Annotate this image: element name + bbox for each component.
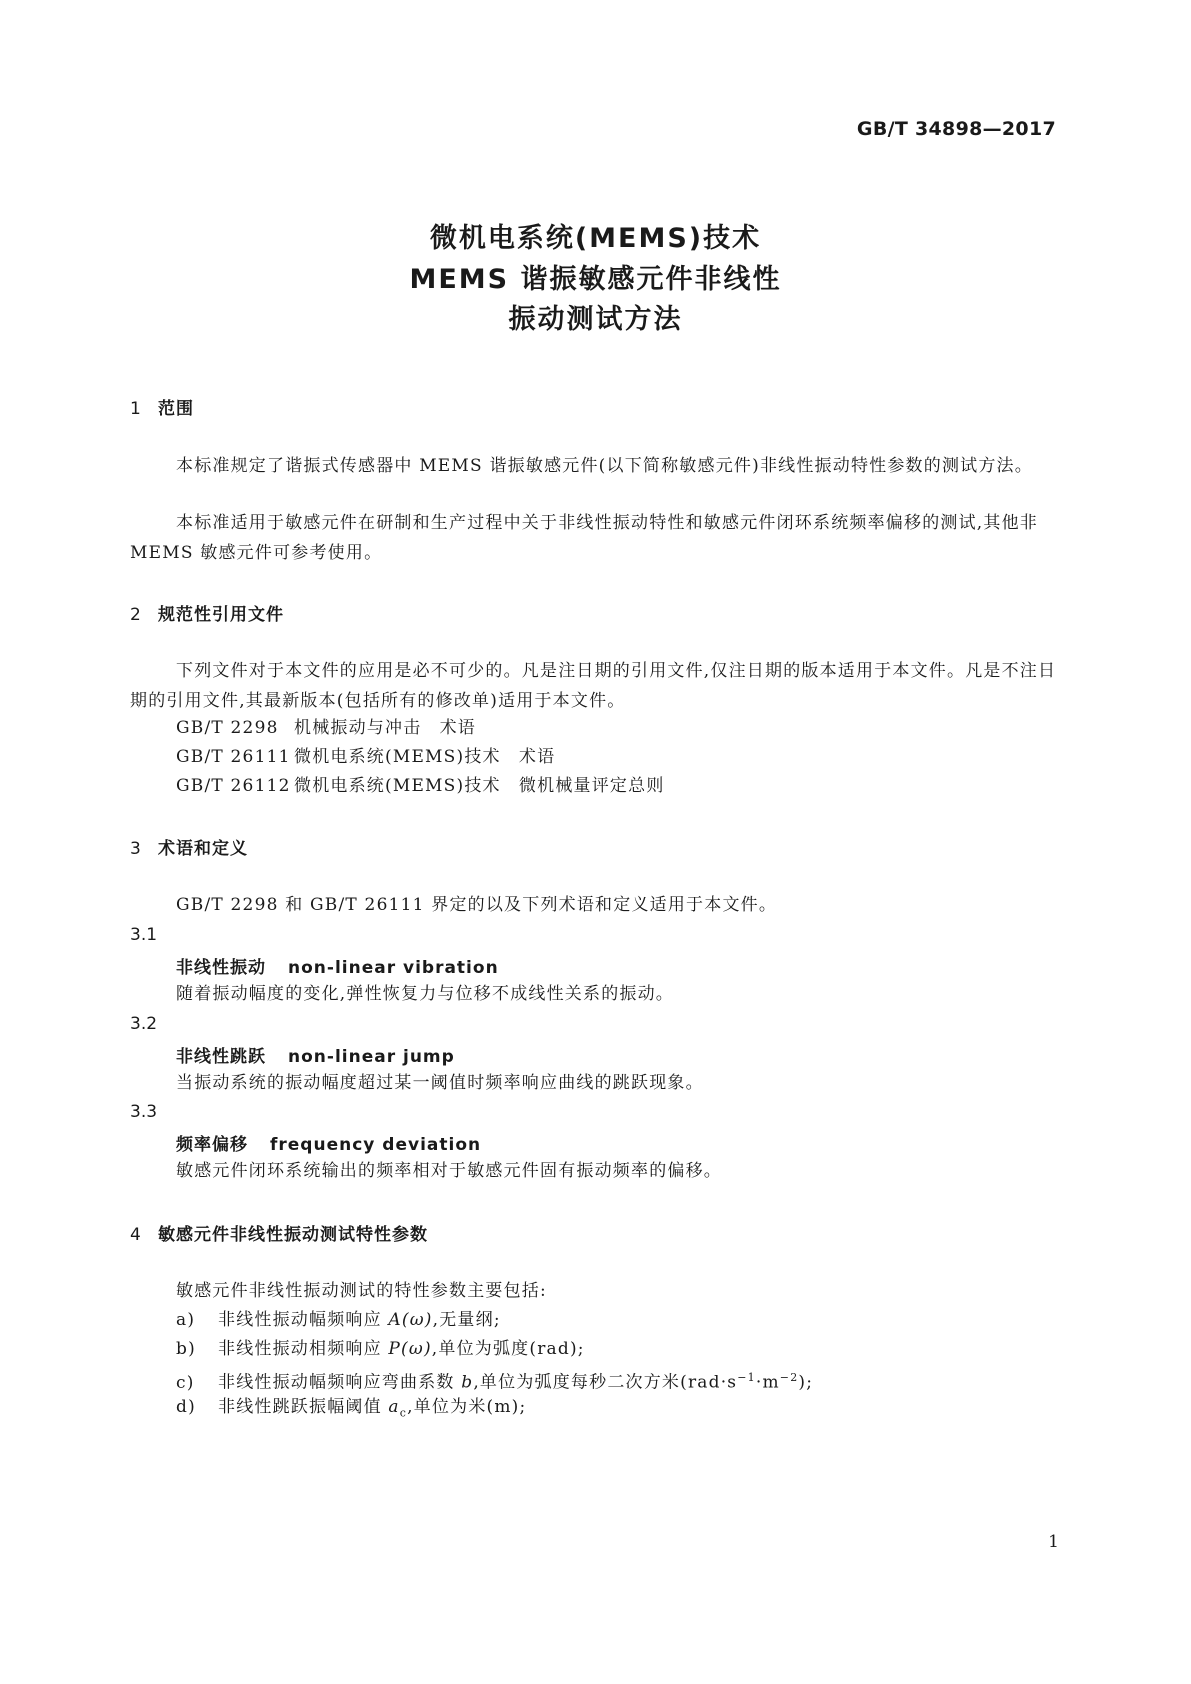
list-item [176,1392,526,1428]
document-title-line-2: MEMS 谐振敏感元件非线性 [409,264,782,295]
term-definition: 敏感元件闭环系统输出的频率相对于敏感元件固有振动频率的偏移。 [176,1161,722,1181]
normative-reference [176,713,476,743]
section-4-heading [130,1220,428,1245]
document-title-line-1: 微机电系统(MEMS)技术 [429,223,762,254]
standard-number: GB/T 34898—2017 [856,118,1056,140]
section-number: 1 [130,399,142,419]
term-chinese: 非线性跳跃 [176,1047,266,1067]
paragraph [130,451,1062,481]
section-number: 3 [130,839,142,859]
item-text: 非线性跳跃振幅阈值 [218,1397,389,1417]
reference-title: 微机电系统(MEMS)技术 微机械量评定总则 [294,776,665,796]
paragraph-text: 本标准适用于敏感元件在研制和生产过程中关于非线性振动特性和敏感元件闭环系统频率偏移的测试,其他非 MEMS 敏感元件可参考使用。 [130,513,1039,563]
item-text: 非线性振动相频响应 [218,1339,389,1359]
symbol: A(ω) [388,1310,433,1330]
section-title: 敏感元件非线性振动测试特性参数 [158,1225,428,1245]
page-number: 1 [1048,1532,1059,1552]
subscript: c [399,1406,408,1420]
section-2-heading [130,600,284,625]
section-title: 术语和定义 [158,839,248,859]
item-text: ); [798,1372,814,1393]
reference-title: 微机电系统(MEMS)技术 术语 [294,747,556,767]
term-definition: 当振动系统的振动幅度超过某一阈值时频率响应曲线的跳跃现象。 [176,1073,704,1093]
term-heading [176,1042,455,1067]
term-heading [176,1130,481,1155]
item-text: 非线性振动幅频响应 [218,1310,389,1330]
reference-code: GB/T 2298 [176,718,279,738]
paragraph [130,508,1062,568]
paragraph [130,656,1062,716]
term-english: non-linear vibration [288,958,499,978]
list-item [176,1334,585,1364]
reference-title: 机械振动与冲击 术语 [294,718,476,738]
term-number: 3.3 [130,1102,158,1122]
item-text: ,单位为米(m); [407,1397,527,1417]
term-heading [176,953,499,978]
item-text: ·m [755,1372,780,1393]
paragraph-text: 下列文件对于本文件的应用是必不可少的。凡是注日期的引用文件,仅注日期的版本适用于本文件。凡是不注日期的引用文件,其最新版本(包括所有的修改单)适用于本文件。 [130,661,1057,711]
item-text: ,无量纲; [432,1310,501,1330]
list-item-label: b) [176,1339,196,1359]
item-text: ,单位为弧度每秒二次方米(rad·s [473,1372,738,1393]
superscript: −2 [779,1371,799,1384]
paragraph-text: GB/T 2298 和 GB/T 26111 界定的以及下列术语和定义适用于本文件。 [176,895,778,915]
section-title: 规范性引用文件 [158,605,284,625]
term-number: 3.1 [130,925,158,945]
superscript: −1 [737,1371,756,1384]
list-item-label: d) [176,1397,196,1417]
term-definition: 随着振动幅度的变化,弹性恢复力与位移不成线性关系的振动。 [176,984,675,1004]
item-text: ,单位为弧度(rad); [431,1339,585,1359]
list-item-label: a) [176,1310,196,1330]
section-title: 范围 [158,399,194,419]
symbol: a [388,1397,400,1417]
term-number: 3.2 [130,1014,158,1034]
term-chinese: 非线性振动 [176,958,266,978]
term-chinese: 频率偏移 [176,1135,248,1155]
reference-code: GB/T 26112 [176,776,291,796]
term-english: frequency deviation [270,1135,482,1155]
document-title-line-3: 振动测试方法 [508,304,683,335]
normative-reference [176,771,665,801]
section-number: 4 [130,1225,142,1245]
reference-code: GB/T 26111 [176,747,291,767]
list-item [176,1305,501,1335]
paragraph-text: 敏感元件非线性振动测试的特性参数主要包括: [176,1281,547,1301]
section-1-heading [130,394,194,419]
section-number: 2 [130,605,142,625]
paragraph-text: 本标准规定了谐振式传感器中 MEMS 谐振敏感元件(以下简称敏感元件)非线性振动特性参数的测试方法。 [176,456,1033,476]
normative-reference [176,742,555,772]
symbol: P(ω) [388,1339,432,1359]
term-english: non-linear jump [288,1047,455,1067]
symbol: b [461,1372,474,1393]
section-3-heading [130,834,248,859]
list-item-label: c) [176,1372,195,1393]
item-text: 非线性振动幅频响应弯曲系数 [218,1372,462,1393]
